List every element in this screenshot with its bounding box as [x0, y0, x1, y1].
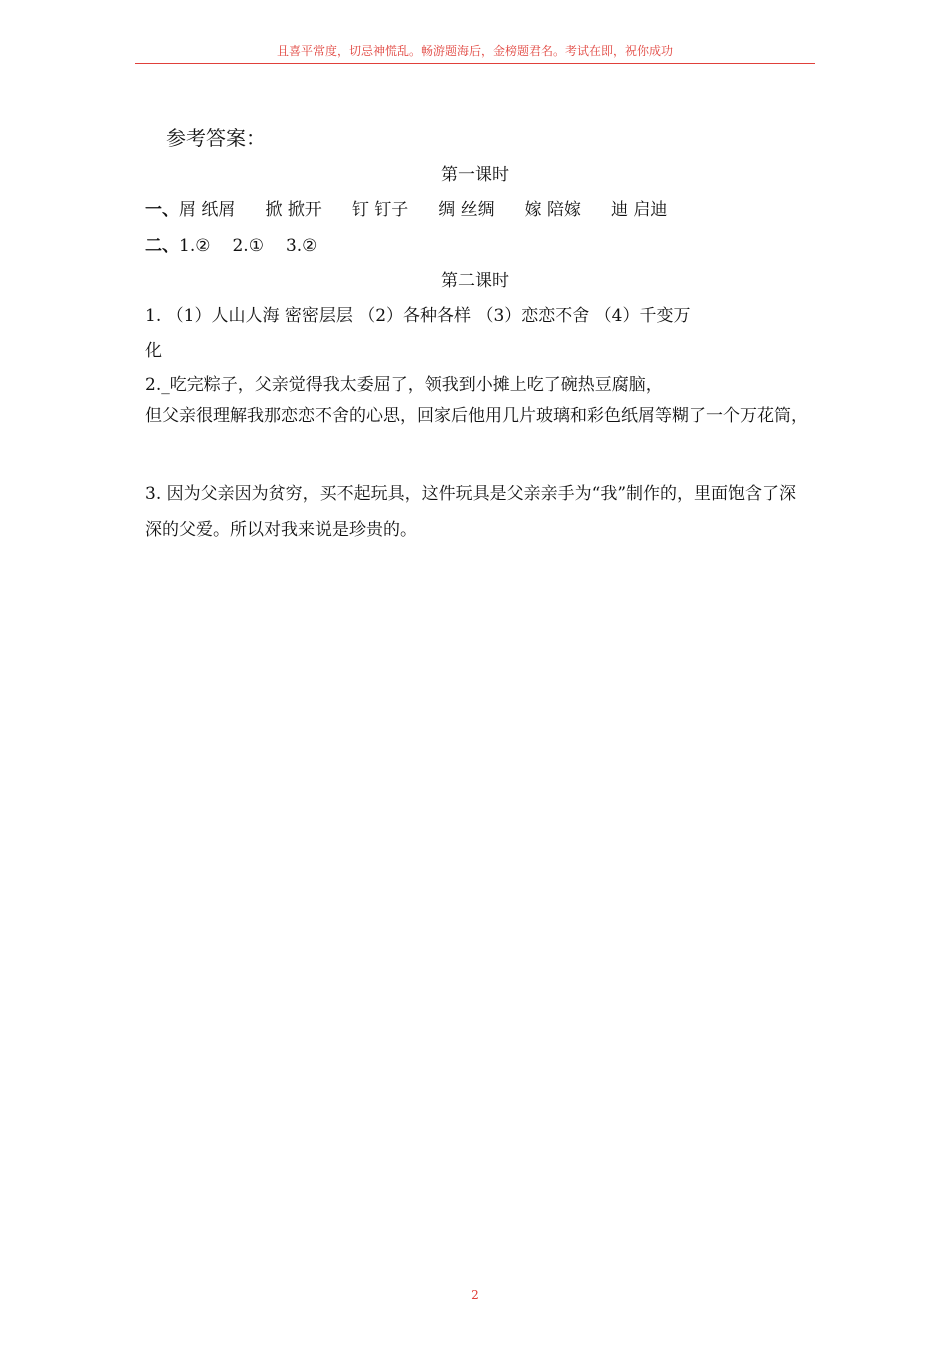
lesson1-heading: 第一课时	[441, 165, 509, 185]
answer-item: 嫁 陪嫁	[524, 200, 582, 220]
lesson2-q1-line2: 化	[145, 341, 162, 361]
answer-item: 钉 钉子	[351, 200, 409, 220]
answer-item: 屑 纸屑	[179, 200, 236, 220]
answer-item: 3.②	[285, 236, 318, 256]
answer-item: 掀 掀开	[265, 200, 322, 220]
page-title: 参考答案：	[166, 126, 266, 150]
part2-label: 二、	[145, 236, 179, 256]
lesson2-heading: 第二课时	[441, 271, 509, 291]
header-motto: 且喜平常度，切忌神慌乱。畅游题海后，金榜题君名。考试在即，祝你成功	[135, 42, 815, 64]
part1-label: 一、	[145, 200, 179, 220]
page-number: 2	[471, 1288, 479, 1302]
lesson1-part2	[145, 231, 317, 256]
lesson2-q2-line1: 2._吃完粽子，父亲觉得我太委屈了，领我到小摊上吃了碗热豆腐脑，	[145, 375, 663, 395]
answer-item: 绸 丝绸	[438, 200, 495, 220]
lesson2-q2-line2: 但父亲很理解我那恋恋不舍的心思，回家后他用几片玻璃和彩色纸屑等糊了一个万花筒，	[145, 406, 808, 426]
answer-item: 2.①	[232, 236, 264, 256]
lesson2-q3: 3. 因为父亲因为贫穷，买不起玩具，这件玩具是父亲亲手为“我”制作的，里面饱含了深深的父爱。所以对我来说是珍贵的。	[145, 484, 797, 540]
lesson2-q1-line1: 1. （1）人山人海 密密层层 （2）各种各样 （3）恋恋不舍 （4）千变万	[145, 306, 691, 326]
answer-item: 迪 启迪	[611, 200, 668, 220]
answer-item: 1.②	[179, 236, 211, 256]
lesson1-part1	[145, 195, 667, 220]
